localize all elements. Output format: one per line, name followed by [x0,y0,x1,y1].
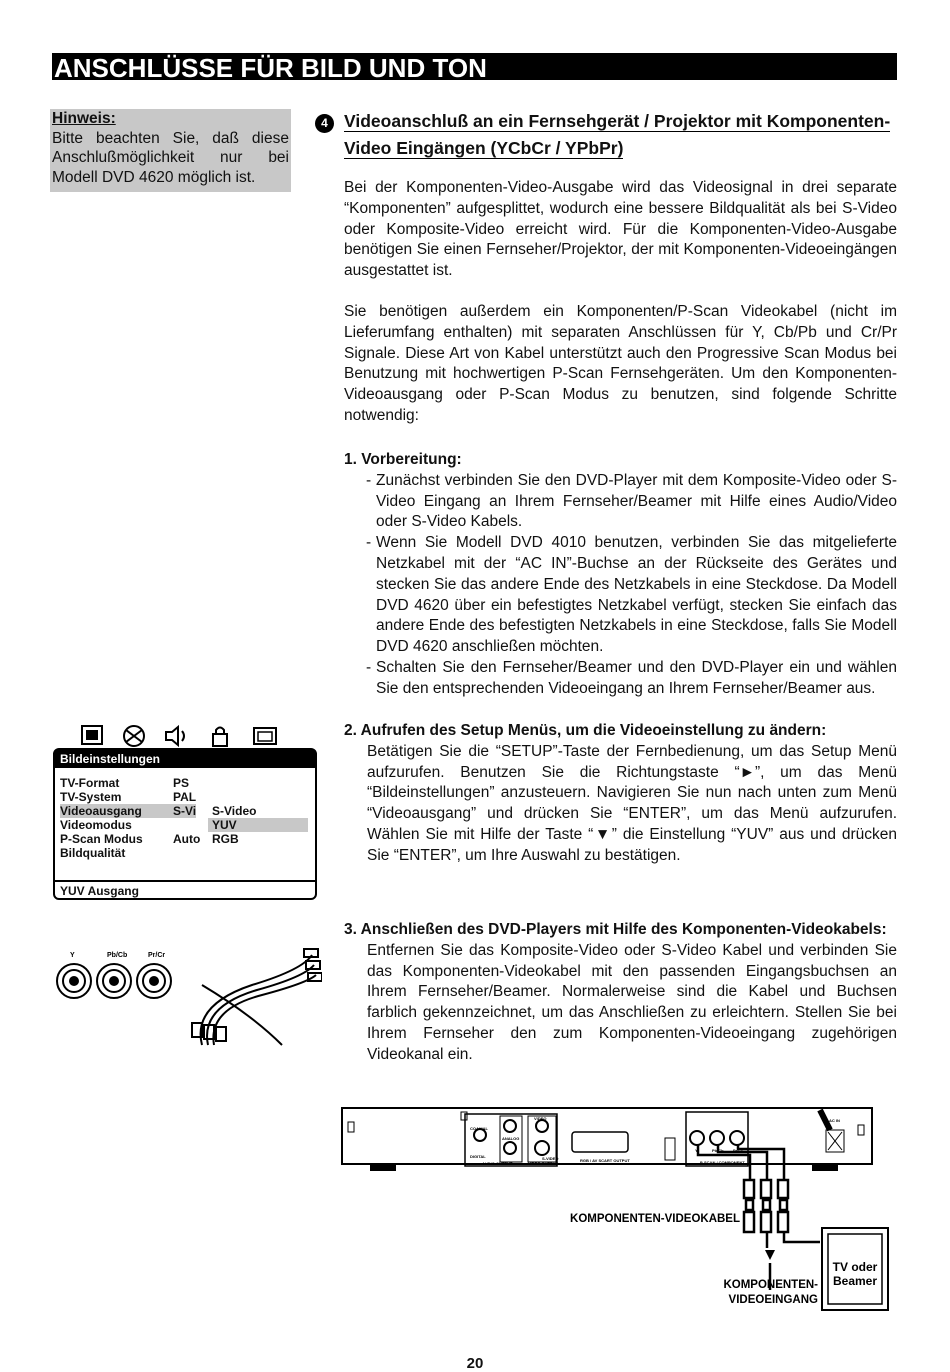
osd-menu [53,748,317,900]
menu-row-value[interactable]: PAL [173,790,197,804]
speaker-icon [166,727,184,745]
requirements-paragraph: Sie benötigen außerdem ein Komponenten/P-Scan Videokabel (nicht im Lieferumfang enthalten) mit separaten Anschlüssen für Y, Cb/Pb und Cr/Pr Signale. Diese Art von Kabel unterstützt auch den Progressive Scan Modus bei Benutzung mit hochwertigen P-Scan Fernsehgeräten. Um den Komponenten-Videoausgang oder P-Scan Modus zu benutzen, sind folgende Schritte notwendig: [344,303,897,424]
jack-icon [97,964,131,998]
menu-row-label[interactable]: Bildqualität [60,846,126,860]
menu-row-label[interactable]: Videomodus [60,818,132,832]
step-1-heading: 1. Vorbereitung: [344,451,462,468]
panel-label: DIGITAL [470,1154,486,1159]
input-label-line2: VIDEOEINGANG [728,1294,818,1306]
menu-row-value[interactable]: S-Vi [173,804,197,818]
menu-row-value[interactable]: PS [173,776,190,790]
input-label-line1: KOMPONENTEN- [723,1279,818,1291]
page-number: 20 [466,1355,484,1372]
rear-panel-diagram [340,1100,900,1315]
panel-label: S-VIDEO [542,1156,559,1161]
note-heading: Hinweis: [52,110,116,127]
menu-row-label[interactable]: TV-Format [60,776,120,790]
lock-icon [213,728,227,747]
step-1 [344,450,897,700]
tv-screen-icon [82,726,102,744]
menu-row-label[interactable]: Videoausgang [60,804,142,818]
intro-paragraph: Bei der Komponenten-Video-Ausgabe wird das Videosignal in drei separate “Komponenten” aufgesplittet, wodurch eine bessere Bildqualität als bei S-Video oder Komposite-Video erreicht wird. Für die Komponenten-Video-Ausgabe benötigen Sie einen Fernseher/Projektor, der mit Komponenten-Videoeingängen ausgestattet ist. [344,179,897,280]
menu-row-option[interactable]: S-Video [212,804,257,818]
arrow-down-icon [765,1250,775,1260]
monitor-icon [254,728,276,744]
disc-icon [124,726,144,746]
panel-label: VIDEO [534,1116,547,1121]
step-1-item: - Schalten Sie den Fernseher/Beamer und den DVD-Player ein und wählen Sie den entsprechenden Videoeingang an Ihrem Fernseher/Beamer aus. [366,658,897,697]
menu-row-option[interactable]: YUV [212,818,237,832]
jack-icon [137,964,171,998]
note-body: Bitte beachten Sie, daß diese Anschlußmöglichkeit nur bei Modell DVD 4620 möglich ist. [52,129,289,186]
panel-label: VIDEO OUTPUT [528,1161,559,1166]
panel-label: ANALOG [502,1136,520,1141]
jack-label: Pr/Cr [148,952,166,959]
panel-label: Pb/Cb [712,1148,724,1153]
jack-label: Y [70,952,75,959]
step-3-heading: 3. Anschließen des DVD-Players mit Hilfe des Komponenten-Videokabels: [344,921,887,938]
menu-row-label[interactable]: TV-System [60,790,122,804]
step-3-body: Entfernen Sie das Komposite-Video oder S-Video Kabel und verbinden Sie das Komponenten-Videokabel mit den passenden Eingangsbuchsen an Ihrem Fernseher/Beamer. Normalerweise sind die Kabel und Buchsen farblich gekennzeichnet, um das Anschließen zu erleichtern. Stellen Sie bei Ihrem Fernseher den zum Komponenten-Videoeingang zugehörigen Videokanal ein. [367,941,897,1063]
step-1-item: - Wenn Sie Modell DVD 4010 benutzen, verbinden Sie das mitgelieferte Netzkabel mit der “AC IN”-Buchse an der Rückseite des Gerätes und stecken Sie das andere Ende des Netzkabels in eine Steckdose. Da Modell DVD 4620 über ein befestigtes Netzkabel verfügt, stecken Sie einfach das andere Ende des befestigten Netzkabels in eine Steckdose, falls Sie Modell DVD 4620 anschließen möchten. [366,534,897,656]
section-heading-line1: Videoanschluß an ein Fernsehgerät / Projektor mit Komponenten- [344,111,891,131]
osd-menu-title: Bildeinstellungen [55,750,315,768]
panel-label: RGB / AV SCART OUTPUT [580,1158,630,1163]
step-2-heading: 2. Aufrufen des Setup Menüs, um die Videoeinstellung zu ändern: [344,722,827,739]
osd-menu-footer: YUV Ausgang [55,880,315,898]
panel-label: AUDIO OUTPUT [482,1161,513,1166]
component-cable-icon [192,949,322,1045]
step-1-item: - Zunächst verbinden Sie den DVD-Player mit dem Komposite-Video oder S-Video Eingang an Ihrem Fernseher/Beamer mit Hilfe eines Audio/Video oder S-Video Kabels. [366,471,897,531]
tv-label-line1: TV oder [832,1260,878,1274]
panel-label: AC IN [829,1118,840,1123]
panel-label: Y [695,1148,698,1153]
setup-menu-icons [80,724,280,748]
tv-label-line2: Beamer [832,1274,878,1288]
step-2 [344,721,897,867]
step-3 [344,920,897,1066]
menu-row-option[interactable]: RGB [212,832,239,846]
note-box [50,109,291,192]
section-heading [344,108,897,162]
jack-label: Pb/Cb [107,952,128,959]
panel-label: COAXIAL [470,1126,488,1131]
section-heading-line2: Video Eingängen (YCbCr / YPbPr) [344,138,624,158]
cable-label: KOMPONENTEN-VIDEOKABEL [570,1213,740,1225]
page-title: ANSCHLÜSSE FÜR BILD UND TON [52,53,897,80]
menu-row-value[interactable]: Auto [173,832,201,846]
step-2-body: Betätigen Sie die “SETUP”-Taste der Fernbedienung, um das Setup Menü aufzurufen. Benutzen Sie die Richtungstaste “►”, um das Menü “Bildeinstellungen” anzusteuern. Navigieren Sie nun nach unten zum Menü “Videoausgang” und drücken Sie “ENTER”, um das Menü aufzurufen. Wählen Sie mit Hilfe der Taste “▼” die Einstellung “YUV” aus und drücken Sie “ENTER”, um Ihre Auswahl zu bestätigen. [367,742,897,864]
jack-icon [57,964,91,998]
panel-label: P-SCAN / COMPONENT [700,1160,745,1165]
menu-row-label[interactable]: P-Scan Modus [60,832,143,846]
section-number-badge: 4 [315,114,334,133]
component-jacks-and-cable [52,945,322,1055]
panel-label: Pr/Cr [733,1148,743,1153]
